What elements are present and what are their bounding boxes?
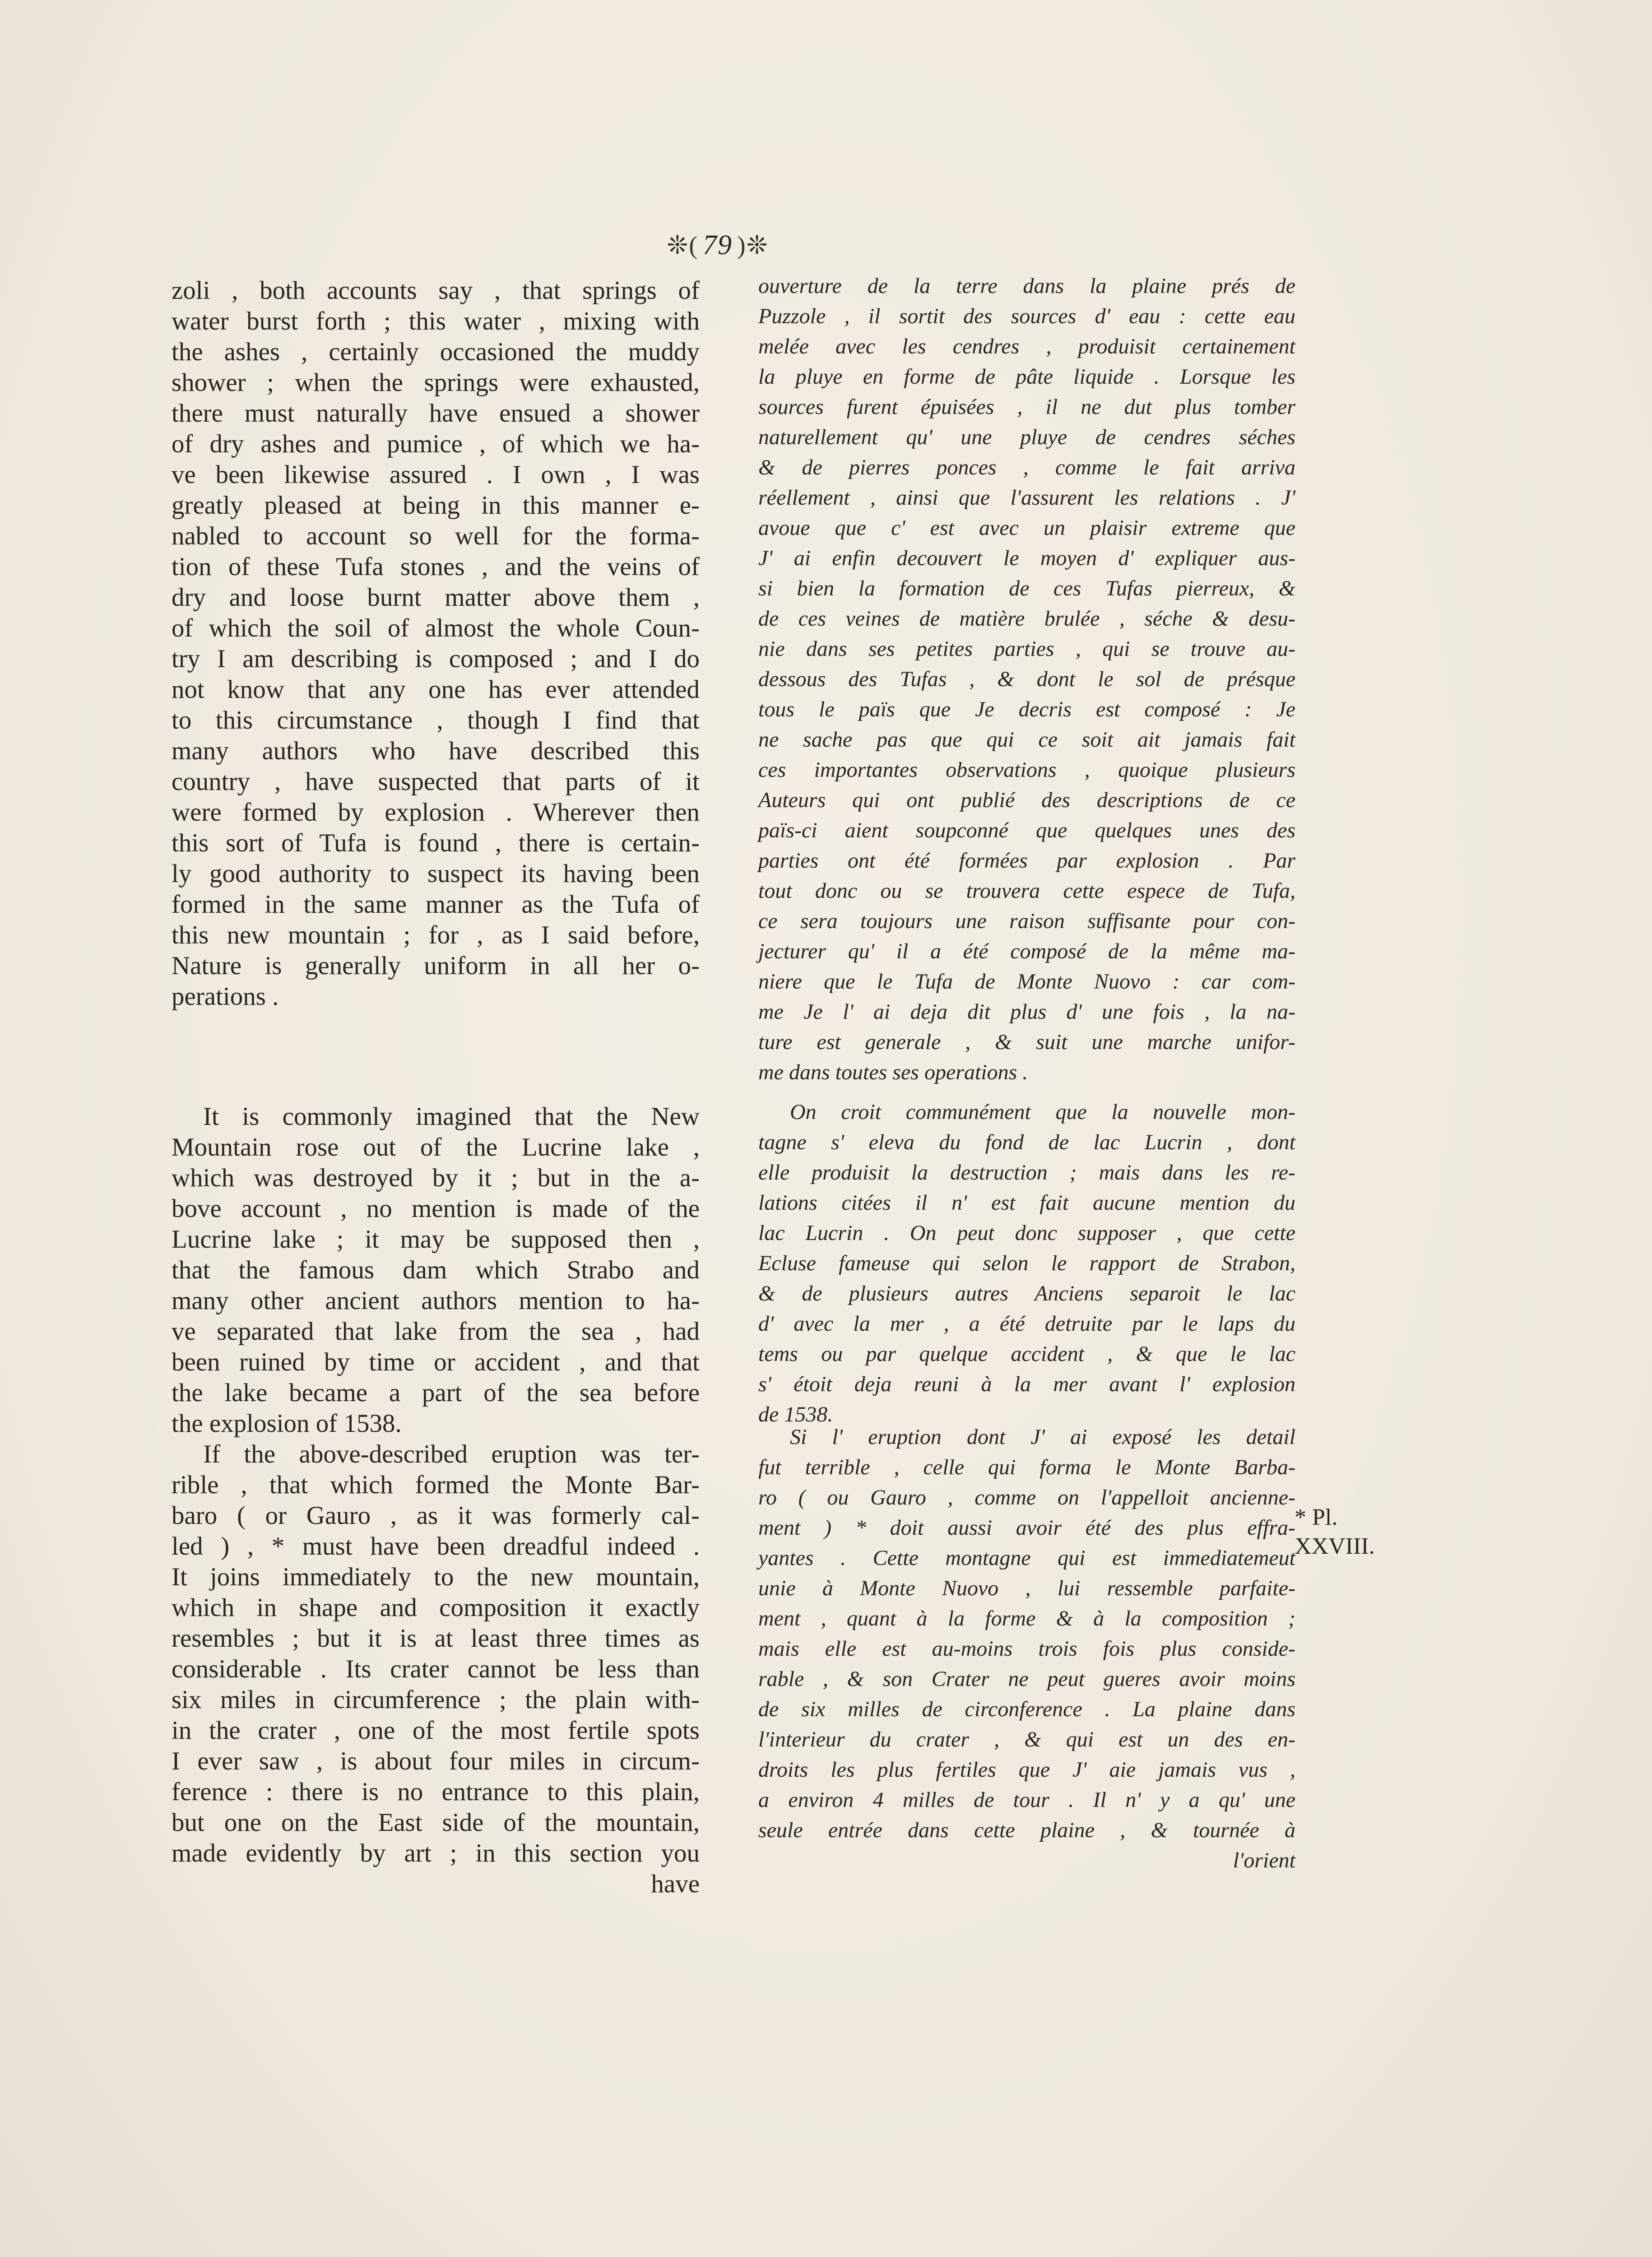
text-line: the ashes , certainly occasioned the muddy [172, 338, 700, 366]
text-line: tagne s' eleva du fond de lac Lucrin , dont [758, 1130, 1295, 1154]
text-line: It is commonly imagined that the New [203, 1102, 700, 1131]
text-line: lations citées il n' est fait aucune mention du [758, 1191, 1295, 1215]
page-header [623, 220, 812, 270]
text-line: shower ; when the springs were exhausted, [172, 368, 700, 397]
text-line: If the above-described eruption was ter- [203, 1440, 700, 1468]
text-line: formed in the same manner as the Tufa of [172, 890, 700, 919]
text-line: ouverture de la terre dans la plaine prés de [758, 274, 1295, 298]
text-line: I ever saw , is about four miles in circum- [172, 1747, 700, 1775]
text-line: resembles ; but it is at least three times as [172, 1624, 700, 1653]
text-line: made evidently by art ; in this section you [172, 1839, 700, 1867]
text-line: unie à Monte Nuovo , lui ressemble parfaite- [758, 1576, 1295, 1600]
text-line: not know that any one has ever attended [172, 675, 700, 704]
text-line: naturellement qu' une pluye de cendres séches [758, 425, 1295, 449]
text-line: of dry ashes and pumice , of which we ha- [172, 430, 700, 458]
text-line: mais elle est au-moins trois fois plus conside- [758, 1637, 1295, 1661]
text-line: de ces veines de matière brulée , séche & desu- [758, 607, 1295, 631]
text-line: Si l' eruption dont J' ai exposé les detail [790, 1425, 1295, 1449]
text-line: many authors who have described this [172, 737, 700, 765]
text-line: tout donc ou se trouvera cette espece de Tufa, [758, 879, 1295, 903]
text-line: nabled to account so well for the forma- [172, 522, 700, 550]
english-paragraphs-2-3 [172, 1101, 700, 1899]
text-line: the explosion of 1538. [172, 1409, 402, 1438]
text-line: s' étoit deja reuni à la mer avant l' explosion [758, 1372, 1295, 1396]
text-line: ce sera toujours une raison suffisante pour con- [758, 909, 1295, 933]
text-line: led ) , * must have been dreadful indeed . [172, 1532, 700, 1560]
text-line: been ruined by time or accident , and that [172, 1348, 700, 1376]
text-line: this sort of Tufa is found , there is certain- [172, 829, 700, 857]
text-line: me Je l' ai deja dit plus d' une fois , la na- [758, 1000, 1295, 1024]
text-line: greatly pleased at being in this manner e- [172, 491, 700, 520]
text-line: d' avec la mer , a été detruite par le laps du [758, 1312, 1295, 1336]
text-line: tous le païs que Je decris est composé : Je [758, 697, 1295, 721]
text-line: water burst forth ; this water , mixing with [172, 307, 700, 335]
text-line: me dans toutes ses operations . [758, 1060, 1028, 1084]
page-number: 79 [703, 229, 733, 260]
text-line: droits les plus fertiles que J' aie jamais vus , [758, 1758, 1295, 1782]
text-line: Lucrine lake ; it may be supposed then , [172, 1225, 700, 1254]
text-line: ro ( ou Gauro , comme on l'appelloit ancienne- [758, 1486, 1295, 1509]
text-line: considerable . Its crater cannot be less than [172, 1655, 700, 1683]
text-line: try I am describing is composed ; and I do [172, 645, 700, 673]
text-line: ve separated that lake from the sea , had [172, 1317, 700, 1346]
text-line: which was destroyed by it ; but in the a- [172, 1164, 700, 1192]
text-line: there must naturally have ensued a shower [172, 399, 700, 427]
text-line: de six milles de circonference . La plaine dans [758, 1697, 1295, 1721]
text-line: dessous des Tufas , & dont le sol de présque [758, 667, 1295, 691]
plate-reference-note [1295, 1503, 1394, 1561]
plate-reference-line-2: XXVIII. [1295, 1533, 1375, 1559]
text-line: lac Lucrin . On peut donc supposer , que cette [758, 1221, 1295, 1245]
text-line: la pluye en forme de pâte liquide . Lorsque les [758, 365, 1295, 389]
text-line: réellement , ainsi que l'assurent les relations . J' [758, 486, 1295, 510]
text-line: nie dans ses petites parties , qui se trouve au- [758, 637, 1295, 661]
text-line: ly good authority to suspect its having been [172, 859, 700, 888]
text-line: yantes . Cette montagne qui est immediatemeut [758, 1546, 1295, 1570]
text-line: It joins immediately to the new mountain, [172, 1563, 700, 1591]
text-line: melée avec les cendres , produisit certainement [758, 334, 1295, 358]
text-line: this new mountain ; for , as I said before, [172, 921, 700, 949]
french-paragraph-1 [758, 271, 1295, 1087]
text-line: Puzzole , il sortit des sources d' eau : cette eau [758, 304, 1295, 328]
text-line: a environ 4 milles de tour . Il n' y a qu' une [758, 1788, 1295, 1812]
text-line: tion of these Tufa stones , and the veins of [172, 553, 700, 581]
text-line: Mountain rose out of the Lucrine lake , [172, 1133, 700, 1161]
text-line: elle produisit la destruction ; mais dans les re- [758, 1161, 1295, 1184]
text-line: de 1538. [758, 1402, 833, 1426]
text-line: country , have suspected that parts of it [172, 767, 700, 796]
text-line: six miles in circumference ; the plain with- [172, 1686, 700, 1714]
catchword: have [651, 1870, 700, 1898]
left-ornament: ❊( [667, 231, 698, 260]
french-paragraph-3 [758, 1422, 1295, 1876]
text-line: ment ) * doit aussi avoir été des plus effra- [758, 1516, 1295, 1540]
text-line: fut terrible , celle qui forma le Monte Barba- [758, 1455, 1295, 1479]
catchword: l'orient [1233, 1848, 1295, 1872]
text-line: bove account , no mention is made of the [172, 1194, 700, 1223]
text-line: & de plusieurs autres Anciens separoit le lac [758, 1282, 1295, 1305]
text-line: ture est generale , & suit une marche unifor- [758, 1030, 1295, 1054]
text-line: were formed by explosion . Wherever then [172, 798, 700, 827]
text-line: jecturer qu' il a été composé de la même ma- [758, 939, 1295, 963]
text-line: of which the soil of almost the whole Coun- [172, 614, 700, 642]
text-line: dry and loose burnt matter above them , [172, 583, 700, 612]
text-line: tems ou par quelque accident , & que le lac [758, 1342, 1295, 1366]
text-line: ment , quant à la forme & à la composition ; [758, 1607, 1295, 1630]
text-line: & de pierres ponces , comme le fait arriva [758, 455, 1295, 479]
text-line: ne sache pas que qui ce soit ait jamais fait [758, 728, 1295, 752]
text-line: the lake became a part of the sea before [172, 1379, 700, 1407]
text-line: sources furent épuisées , il ne dut plus tomber [758, 395, 1295, 419]
text-line: l'interieur du crater , & qui est un des en- [758, 1728, 1295, 1751]
text-line: zoli , both accounts say , that springs of [172, 276, 700, 305]
text-line: ference : there is no entrance to this plain, [172, 1778, 700, 1806]
text-line: païs-ci aient soupconné que quelques unes des [758, 818, 1295, 842]
text-line: ces importantes observations , quoique plusieurs [758, 758, 1295, 782]
text-line: perations . [172, 982, 279, 1011]
right-ornament: )❊ [737, 231, 769, 260]
text-line: On croit communément que la nouvelle mon- [790, 1100, 1295, 1124]
text-line: avoue que c' est avec un plaisir extreme que [758, 516, 1295, 540]
text-line: niere que le Tufa de Monte Nuovo : car com- [758, 970, 1295, 994]
text-line: rable , & son Crater ne peut gueres avoir moins [758, 1667, 1295, 1691]
text-line: rible , that which formed the Monte Bar- [172, 1471, 700, 1499]
plate-reference-line-1: * Pl. [1295, 1505, 1338, 1530]
text-line: that the famous dam which Strabo and [172, 1256, 700, 1284]
text-line: Ecluse fameuse qui selon le rapport de Strabon, [758, 1251, 1295, 1275]
text-line: but one on the East side of the mountain, [172, 1808, 700, 1837]
text-line: baro ( or Gauro , as it was formerly cal- [172, 1501, 700, 1530]
text-line: J' ai enfin decouvert le moyen d' expliquer aus- [758, 546, 1295, 570]
english-paragraph-1 [172, 275, 700, 1012]
text-line: parties ont été formées par explosion . Par [758, 849, 1295, 873]
text-line: seule entrée dans cette plaine , & tournée à [758, 1818, 1295, 1842]
french-paragraph-2 [758, 1097, 1295, 1430]
text-line: si bien la formation de ces Tufas pierreux, & [758, 576, 1295, 600]
text-line: ve been likewise assured . I own , I was [172, 460, 700, 489]
text-line: in the crater , one of the most fertile spots [172, 1716, 700, 1745]
text-line: Nature is generally uniform in all her o- [172, 952, 700, 980]
text-line: many other ancient authors mention to ha- [172, 1286, 700, 1315]
text-line: to this circumstance , though I find that [172, 706, 700, 734]
text-line: Auteurs qui ont publié des descriptions de ce [758, 788, 1295, 812]
text-line: which in shape and composition it exactly [172, 1593, 700, 1622]
